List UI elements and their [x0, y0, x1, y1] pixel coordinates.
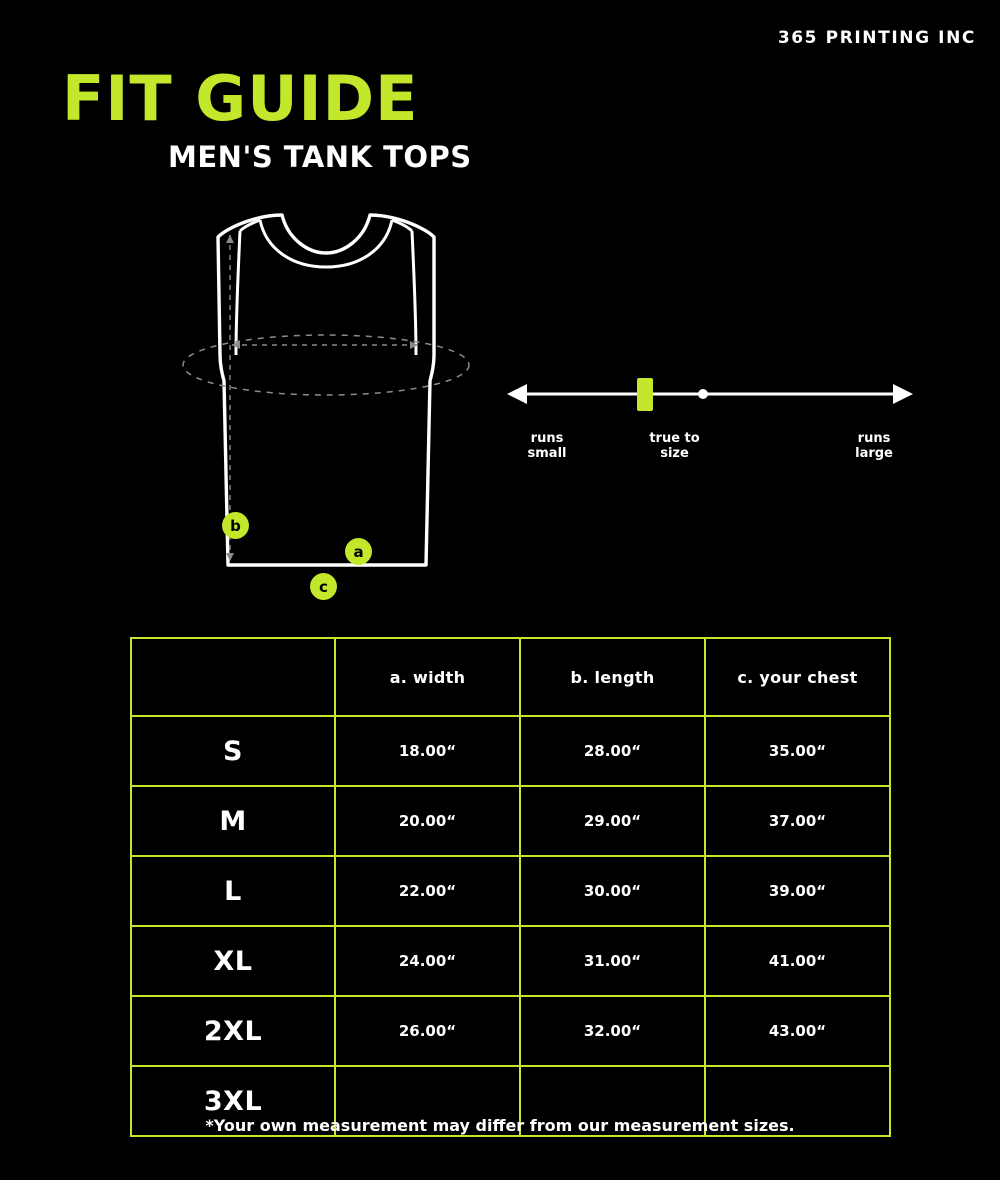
cell-length: 31.00“ [520, 926, 705, 996]
cell-size: L [131, 856, 335, 926]
fit-marker [637, 378, 653, 411]
cell-size: 3XL [131, 1066, 335, 1136]
table-header-row [131, 638, 890, 716]
cell-chest: 39.00“ [705, 856, 890, 926]
cell-size: 2XL [131, 996, 335, 1066]
page-subtitle: MEN'S TANK TOPS [168, 140, 472, 174]
table-row [131, 716, 890, 786]
table-row [131, 926, 890, 996]
fit-scale [505, 370, 915, 480]
page-title: FIT GUIDE [62, 62, 419, 135]
badge-a: a [345, 538, 372, 565]
arrow-right-icon [893, 384, 913, 404]
cell-chest: 35.00“ [705, 716, 890, 786]
cell-length: 30.00“ [520, 856, 705, 926]
footnote: *Your own measurement may differ from our measurement sizes. [205, 1116, 795, 1135]
tank-top-diagram [140, 205, 470, 605]
cell-size: XL [131, 926, 335, 996]
scale-label-runs-large: runs large [855, 431, 893, 461]
cell-width: 20.00“ [335, 786, 520, 856]
cell-width: 18.00“ [335, 716, 520, 786]
cell-length: 32.00“ [520, 996, 705, 1066]
badge-b: b [222, 512, 249, 539]
scale-label-runs-small: runs small [527, 431, 567, 461]
table-header-chest: c. your chest [705, 638, 890, 716]
brand-name: 365 PRINTING INC [777, 28, 976, 48]
cell-chest: 41.00“ [705, 926, 890, 996]
cell-width: 22.00“ [335, 856, 520, 926]
cell-size: M [131, 786, 335, 856]
scale-label-true-to-size: true to size [649, 431, 700, 461]
table-row [131, 786, 890, 856]
fit-scale-svg [505, 370, 915, 430]
tank-top-svg [140, 205, 470, 605]
table-row [131, 856, 890, 926]
badge-c: c [310, 573, 337, 600]
table-header-width: a. width [335, 638, 520, 716]
cell-chest: 43.00“ [705, 996, 890, 1066]
cell-size: S [131, 716, 335, 786]
table-row [131, 996, 890, 1066]
size-table-container [130, 637, 890, 1137]
cell-width: 26.00“ [335, 996, 520, 1066]
table-header-size [131, 638, 335, 716]
cell-length: 28.00“ [520, 716, 705, 786]
cell-chest: 37.00“ [705, 786, 890, 856]
arrow-left-icon [507, 384, 527, 404]
size-table [130, 637, 891, 1137]
cell-width: 24.00“ [335, 926, 520, 996]
true-to-size-dot [698, 389, 708, 399]
cell-length: 29.00“ [520, 786, 705, 856]
table-header-length: b. length [520, 638, 705, 716]
